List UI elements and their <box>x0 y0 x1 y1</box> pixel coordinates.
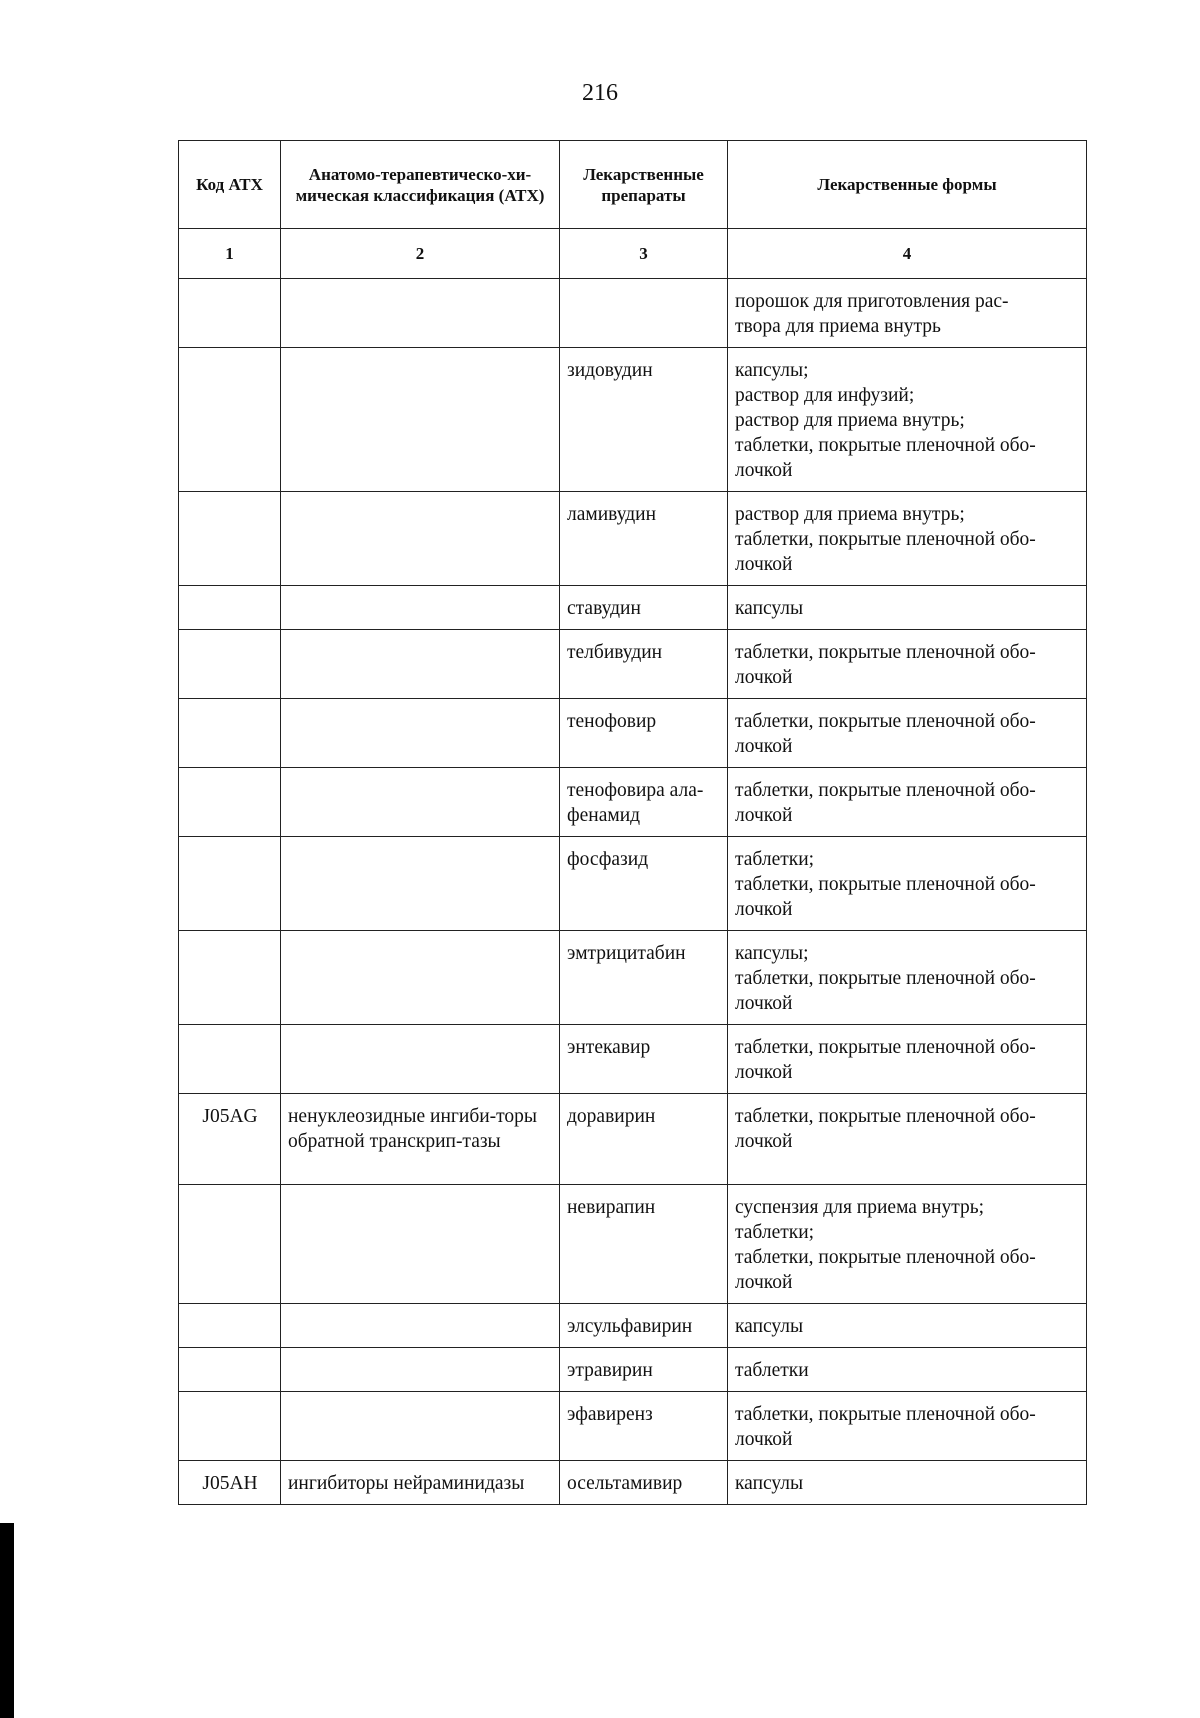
drug-name-cell: доравирин <box>560 1094 728 1185</box>
drug-name-cell: фосфазид <box>560 837 728 931</box>
drug-name-cell: энтекавир <box>560 1025 728 1094</box>
scan-edge-shadow <box>0 1523 14 1718</box>
atc-class-cell: ненуклеозидные ингиби-торы обратной транскрип-тазы <box>281 1094 560 1185</box>
dosage-form-line: лочкой <box>735 805 793 826</box>
column-number: 2 <box>281 229 560 279</box>
table-row <box>179 931 1087 1025</box>
dosage-form-line: лочкой <box>735 1272 793 1293</box>
header-dosage-forms: Лекарственные формы <box>728 141 1087 229</box>
atc-code-cell <box>179 630 281 699</box>
table-row <box>179 279 1087 348</box>
dosage-form-line: таблетки <box>735 1360 809 1381</box>
atc-class-cell <box>281 492 560 586</box>
dosage-form-line: капсулы <box>735 598 804 619</box>
table-row <box>179 492 1087 586</box>
drug-name-cell: телбивудин <box>560 630 728 699</box>
drug-name-cell: осельтамивир <box>560 1461 728 1505</box>
atc-class-cell <box>281 630 560 699</box>
atc-code-cell <box>179 1348 281 1392</box>
dosage-form-line: лочкой <box>735 1131 793 1152</box>
table-row <box>179 1392 1087 1461</box>
atc-code-cell <box>179 1185 281 1304</box>
atc-code-cell: J05AH <box>179 1461 281 1505</box>
dosage-form-line: таблетки, покрытые пленочной обо- <box>735 642 1036 663</box>
table-row <box>179 1348 1087 1392</box>
dosage-form-line: таблетки, покрытые пленочной обо- <box>735 1247 1036 1268</box>
atc-code-cell: J05AG <box>179 1094 281 1185</box>
atc-code-cell <box>179 837 281 931</box>
atc-class-cell: ингибиторы нейраминидазы <box>281 1461 560 1505</box>
column-number-row <box>179 229 1087 279</box>
atc-code-cell <box>179 1392 281 1461</box>
atc-class-cell <box>281 1304 560 1348</box>
drug-name-cell: эфавиренз <box>560 1392 728 1461</box>
dosage-forms-cell <box>728 586 1087 630</box>
dosage-form-line: капсулы <box>735 1316 804 1337</box>
table-row <box>179 630 1087 699</box>
dosage-form-line: суспензия для приема внутрь; <box>735 1197 985 1218</box>
header-drugs: Лекарственные препараты <box>560 141 728 229</box>
dosage-forms-cell <box>728 699 1087 768</box>
table-row <box>179 768 1087 837</box>
dosage-form-line: таблетки, покрытые пленочной обо- <box>735 1037 1036 1058</box>
drug-name-cell: ламивудин <box>560 492 728 586</box>
drug-name-cell: невирапин <box>560 1185 728 1304</box>
drug-name-cell: элсульфавирин <box>560 1304 728 1348</box>
header-atc-classification: Анатомо-терапевтическо-хи-мическая классификация (АТХ) <box>281 141 560 229</box>
atc-class-cell <box>281 279 560 348</box>
atc-code-cell <box>179 768 281 837</box>
dosage-form-line: порошок для приготовления рас- <box>735 291 1009 312</box>
atc-class-cell <box>281 699 560 768</box>
table-header-row <box>179 141 1087 229</box>
drug-name-cell: этравирин <box>560 1348 728 1392</box>
atc-class-cell <box>281 348 560 492</box>
atc-code-cell <box>179 931 281 1025</box>
dosage-forms-cell <box>728 1304 1087 1348</box>
dosage-form-line: лочкой <box>735 1429 793 1450</box>
dosage-form-line: раствор для приема внутрь; <box>735 504 965 525</box>
dosage-form-line: капсулы <box>735 1473 804 1494</box>
dosage-form-line: лочкой <box>735 554 793 575</box>
dosage-form-line: раствор для приема внутрь; <box>735 410 965 431</box>
dosage-forms-cell <box>728 630 1087 699</box>
dosage-forms-cell <box>728 1348 1087 1392</box>
header-atc-code: Код АТХ <box>179 141 281 229</box>
dosage-form-line: лочкой <box>735 993 793 1014</box>
atc-code-cell <box>179 586 281 630</box>
table-row <box>179 1185 1087 1304</box>
page-number: 216 <box>582 80 618 106</box>
column-number: 1 <box>179 229 281 279</box>
dosage-form-line: лочкой <box>735 667 793 688</box>
table-row <box>179 1304 1087 1348</box>
dosage-form-line: таблетки, покрытые пленочной обо- <box>735 529 1036 550</box>
atc-class-cell <box>281 1185 560 1304</box>
dosage-form-line: таблетки, покрытые пленочной обо- <box>735 711 1036 732</box>
table-row <box>179 1094 1087 1185</box>
dosage-forms-cell <box>728 1392 1087 1461</box>
column-number: 4 <box>728 229 1087 279</box>
atc-class-cell <box>281 1392 560 1461</box>
dosage-forms-cell <box>728 1094 1087 1185</box>
dosage-form-line: лочкой <box>735 1062 793 1083</box>
dosage-form-line: таблетки, покрытые пленочной обо- <box>735 1106 1036 1127</box>
atc-code-cell <box>179 348 281 492</box>
dosage-forms-cell <box>728 348 1087 492</box>
dosage-form-line: раствор для инфузий; <box>735 385 915 406</box>
dosage-forms-cell <box>728 837 1087 931</box>
table-body <box>179 279 1087 1505</box>
dosage-form-line: таблетки, покрытые пленочной обо- <box>735 1404 1036 1425</box>
dosage-form-line: таблетки, покрытые пленочной обо- <box>735 968 1036 989</box>
dosage-form-line: капсулы; <box>735 360 809 381</box>
dosage-forms-cell <box>728 1461 1087 1505</box>
dosage-form-line: таблетки; <box>735 849 815 870</box>
atc-code-cell <box>179 279 281 348</box>
dosage-form-line: твора для приема внутрь <box>735 316 941 337</box>
atc-code-cell <box>179 1025 281 1094</box>
table-row <box>179 1461 1087 1505</box>
drug-name-cell <box>560 279 728 348</box>
table-row <box>179 837 1087 931</box>
atc-table <box>178 140 1087 1505</box>
atc-class-cell <box>281 768 560 837</box>
column-number: 3 <box>560 229 728 279</box>
table-row <box>179 586 1087 630</box>
dosage-form-line: лочкой <box>735 736 793 757</box>
atc-class-cell <box>281 1348 560 1392</box>
dosage-form-line: лочкой <box>735 899 793 920</box>
dosage-form-line: таблетки, покрытые пленочной обо- <box>735 780 1036 801</box>
table-row <box>179 1025 1087 1094</box>
dosage-form-line: таблетки, покрытые пленочной обо- <box>735 874 1036 895</box>
atc-class-cell <box>281 837 560 931</box>
atc-class-cell <box>281 586 560 630</box>
dosage-forms-cell <box>728 931 1087 1025</box>
drug-name-cell: ставудин <box>560 586 728 630</box>
drug-name-cell: зидовудин <box>560 348 728 492</box>
atc-code-cell <box>179 1304 281 1348</box>
table-row <box>179 348 1087 492</box>
dosage-form-line: капсулы; <box>735 943 809 964</box>
drug-name-cell: тенофовира ала-фенамид <box>560 768 728 837</box>
atc-code-cell <box>179 699 281 768</box>
dosage-forms-cell <box>728 1185 1087 1304</box>
drug-name-cell: эмтрицитабин <box>560 931 728 1025</box>
atc-class-cell <box>281 931 560 1025</box>
atc-code-cell <box>179 492 281 586</box>
dosage-form-line: таблетки, покрытые пленочной обо- <box>735 435 1036 456</box>
dosage-forms-cell <box>728 1025 1087 1094</box>
dosage-forms-cell <box>728 768 1087 837</box>
dosage-form-line: таблетки; <box>735 1222 815 1243</box>
table-row <box>179 699 1087 768</box>
dosage-forms-cell <box>728 492 1087 586</box>
drug-name-cell: тенофовир <box>560 699 728 768</box>
dosage-form-line: лочкой <box>735 460 793 481</box>
dosage-forms-cell <box>728 279 1087 348</box>
atc-class-cell <box>281 1025 560 1094</box>
